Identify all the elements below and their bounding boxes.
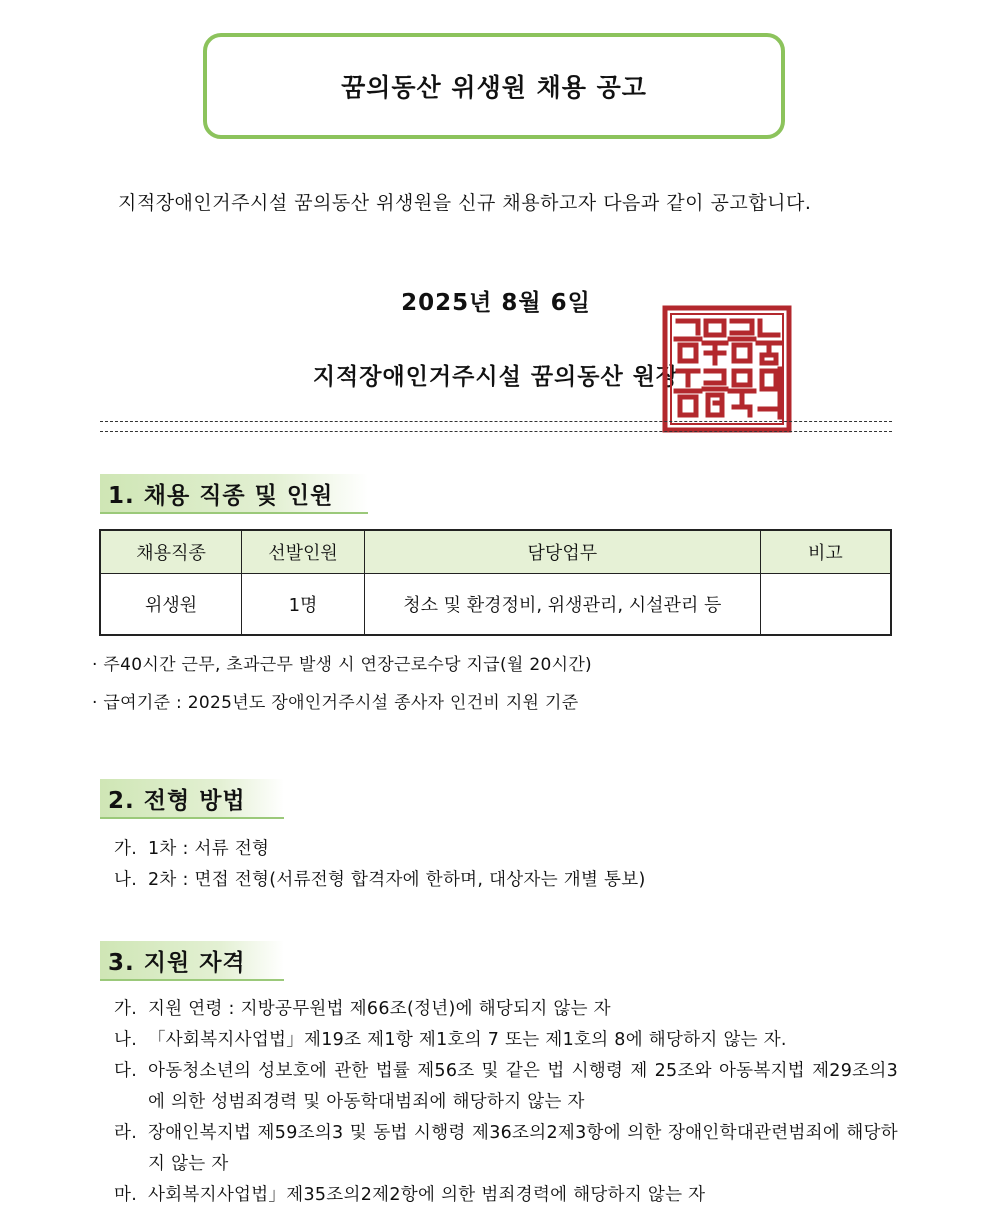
list-item: 다. 아동청소년의 성보호에 관한 법률 제56조 및 같은 법 시행령 제 25조와 아동복지법 제29조의3에 의한 성범죄경력 및 아동학대범죄에 해당하지 않는 자: [114, 1061, 898, 1112]
section-heading-2: 2. 전형 방법: [100, 779, 284, 819]
recruitment-table: [99, 529, 892, 636]
list-item: 마. 사회복지사업법」제35조의2제2항에 의한 범죄경력에 해당하지 않는 자: [114, 1185, 706, 1205]
table-cell: [760, 574, 891, 636]
list-item: 나. 「사회복지사업법」제19조 제1항 제1호의 7 또는 제1호의 8에 해당하지 않는 자.: [114, 1030, 787, 1050]
section-heading-1: 1. 채용 직종 및 인원: [100, 474, 368, 514]
organization-signature: 지적장애인거주시설 꿈의동산 원장: [312, 364, 680, 390]
table-header: 선발인원: [242, 530, 365, 574]
list-item: 나. 2차 : 면접 전형(서류전형 합격자에 한하며, 대상자는 개별 통보): [114, 870, 646, 890]
list-item: 가. 지원 연령 : 지방공무원법 제66조(정년)에 해당되지 않는 자: [114, 999, 611, 1019]
title-box: [203, 33, 785, 139]
table-header: 채용직종: [100, 530, 242, 574]
divider-top: [100, 421, 892, 422]
table-header: 담당업무: [364, 530, 760, 574]
divider-bottom: [100, 431, 892, 432]
note-salary: · 급여기준 : 2025년도 장애인거주시설 종사자 인건비 지원 기준: [92, 693, 579, 713]
list-item: 가. 1차 : 서류 전형: [114, 839, 270, 859]
table-cell: 청소 및 환경정비, 위생관리, 시설관리 등: [364, 574, 760, 636]
table-header: 비고: [760, 530, 891, 574]
list-item: 라. 장애인복지법 제59조의3 및 동법 시행령 제36조의2제3항에 의한 장애인학대관련범죄에 해당하지 않는 자: [114, 1123, 898, 1174]
table-row: [100, 574, 891, 636]
table-header-row: [100, 530, 891, 574]
announcement-date: 2025년 8월 6일: [401, 290, 591, 316]
section-heading-3: 3. 지원 자격: [100, 941, 284, 981]
table-cell: 위생원: [100, 574, 242, 636]
intro-paragraph: 지적장애인거주시설 꿈의동산 위생원을 신규 채용하고자 다음과 같이 공고합니다.: [118, 192, 812, 214]
page-title: 꿈의동산 위생원 채용 공고: [341, 73, 647, 102]
note-work-hours: · 주40시간 근무, 초과근무 발생 시 연장근로수당 지급(월 20시간): [92, 655, 592, 675]
official-seal: [662, 305, 792, 433]
table-cell: 1명: [242, 574, 365, 636]
